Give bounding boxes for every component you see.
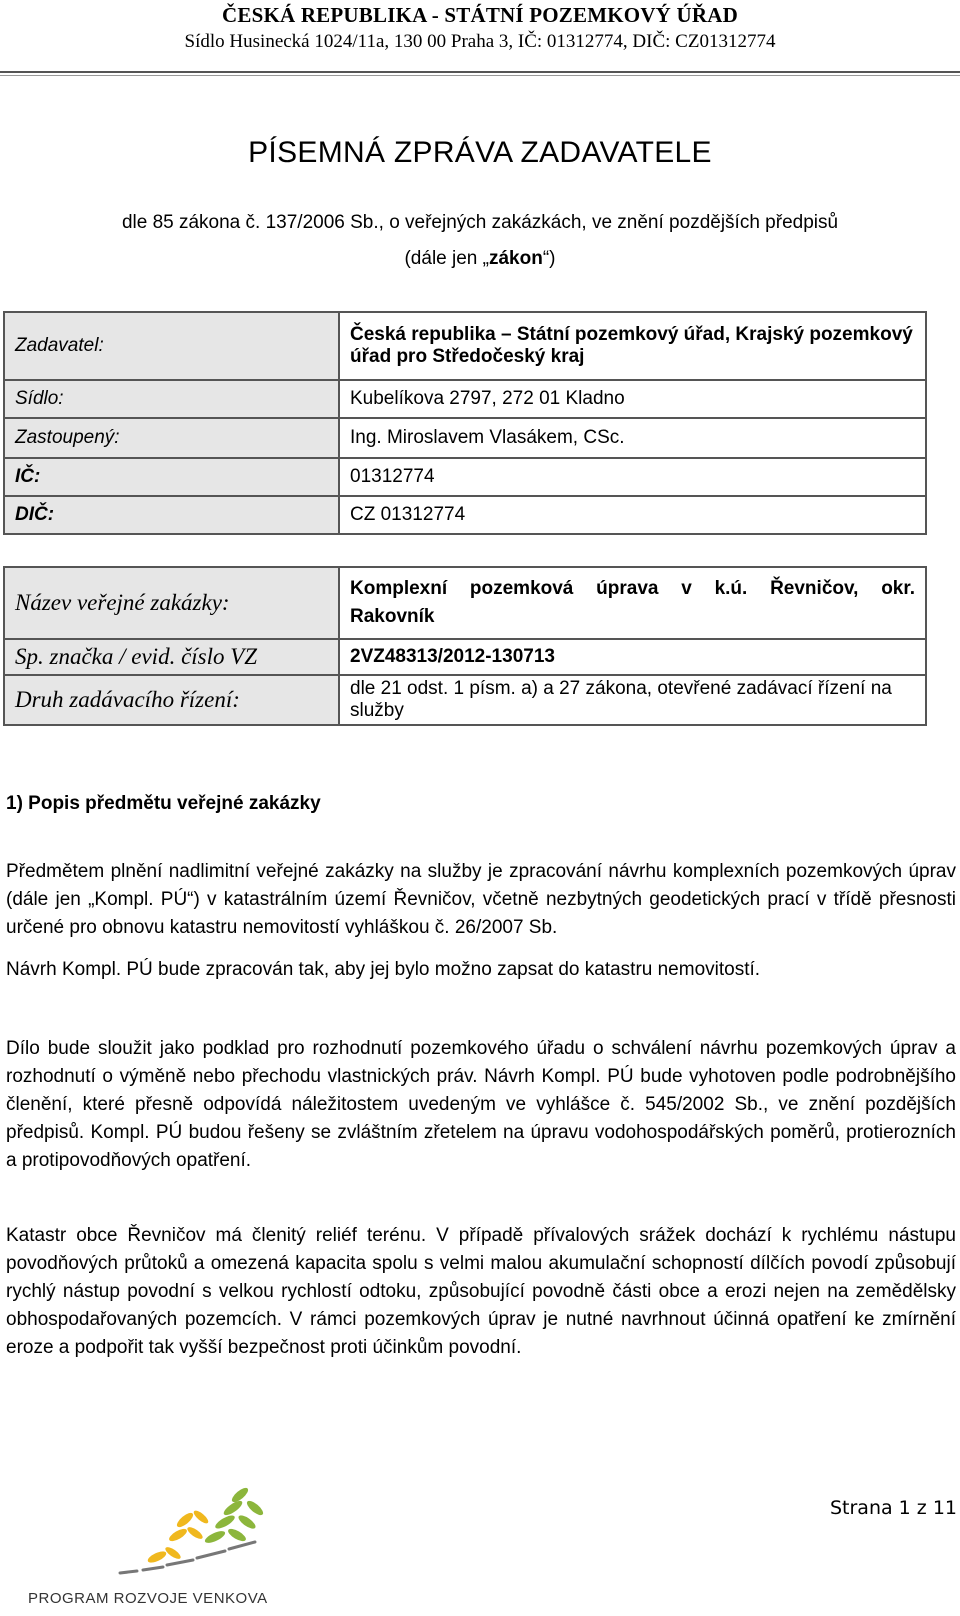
page-number: Strana 1 z 11 [829, 1497, 957, 1519]
contract-name-label: Název veřejné zakázky: [4, 567, 339, 639]
section-heading: 1) Popis předmětu veřejné zakázky [6, 793, 321, 814]
wheat-logo-icon [25, 1475, 290, 1590]
contract-mark-label: Sp. značka / evid. číslo VZ [4, 639, 339, 675]
zadavatel-value: Česká republika – Státní pozemkový úřad, Krajský pozemkový úřad pro Středočeský kraj [339, 312, 926, 380]
document-title: PÍSEMNÁ ZPRÁVA ZADAVATELE [248, 136, 712, 169]
sidlo-label: Sídlo: [4, 380, 339, 418]
zastoupeny-label: Zastoupený: [4, 418, 339, 458]
zadavatel-label: Zadavatel: [4, 312, 339, 380]
contract-name-line1: Komplexní pozemková úprava v k.ú. Řevničov, okr. [350, 578, 915, 599]
procedure-label: Druh zadávacího řízení: [4, 675, 339, 725]
paragraph-3: Dílo bude sloužit jako podklad pro rozhodnutí pozemkového úřadu o schválení návrhu pozemkových úprav a rozhodnutí o výměně nebo přechodu vlastnických práv. Návrh Kompl. PÚ bude vyhotoven podle podrobnějšího členění, které přesně odpovídá náležitostem uvedeným ve vyhlášce č. 545/2002 Sb., ve znění pozdějších předpisů. Kompl. PÚ budou řešeny se zvláštním zřetelem na úpravu vodohospodářských poměrů, protierozních a protipovodňových opatření. [6, 1038, 956, 1171]
letterhead-divider [0, 71, 960, 73]
contract-table [3, 566, 927, 726]
letterhead-divider-thin [0, 75, 960, 76]
sidlo-value: Kubelíkova 2797, 272 01 Kladno [339, 380, 926, 418]
dic-value: CZ 01312774 [339, 496, 926, 534]
ic-label: IČ: [4, 458, 339, 496]
procedure-value: dle 21 odst. 1 písm. a) a 27 zákona, otevřené zadávací řízení na služby [339, 675, 926, 725]
letterhead-title: ČESKÁ REPUBLIKA - STÁTNÍ POZEMKOVÝ ÚŘAD [222, 3, 738, 27]
ic-value: 01312774 [339, 458, 926, 496]
document-subtitle-abbreviation: (dále jen „zákon“) [404, 248, 556, 269]
dic-label: DIČ: [4, 496, 339, 534]
logo-text: PROGRAM ROZVOJE VENKOVA [28, 1590, 268, 1607]
contracting-authority-table [3, 311, 927, 535]
zastoupeny-value: Ing. Miroslavem Vlasákem, CSc. [339, 418, 926, 458]
paragraph-1: Předmětem plnění nadlimitní veřejné zakázky na služby je zpracování návrhu komplexních pozemkových úprav (dále jen „Kompl. PÚ“) v katastrálním území Řevničov, včetně nezbytných geodetických prací v třídě přesnosti určené pro obnovu katastru nemovitostí vyhláškou č. 26/2007 Sb. [6, 861, 956, 938]
letterhead-address: Sídlo Husinecká 1024/11a, 130 00 Praha 3, IČ: 01312774, DIČ: CZ01312774 [184, 31, 776, 52]
contract-name-value [339, 567, 926, 639]
contract-mark-value: 2VZ48313/2012-130713 [339, 639, 926, 675]
paragraph-4: Katastr obce Řevničov má členitý reliéf terénu. V případě přívalových srážek dochází k rychlému nástupu povodňových průtoků a omezená kapacita spolu s velmi malou akumulační schopností dílčích povodí způsobují rychlý nástup povodní s velkou rychlostí odtoku, způsobující povodně části obce a erozi nejen na zemědělsky obhospodařovaných pozemcích. V rámci pozemkových úprav je nutné navrhnout účinná opatření ke zmírnění eroze a podpořit tak vyšší bezpečnost proti účinkům povodní. [6, 1225, 956, 1358]
paragraph-2: Návrh Kompl. PÚ bude zpracován tak, aby jej bylo možno zapsat do katastru nemovitostí. [6, 959, 761, 980]
contract-name-line2: Rakovník [350, 606, 435, 627]
document-subtitle: dle 85 zákona č. 137/2006 Sb., o veřejných zakázkách, ve znění pozdějších předpisů [121, 212, 839, 233]
